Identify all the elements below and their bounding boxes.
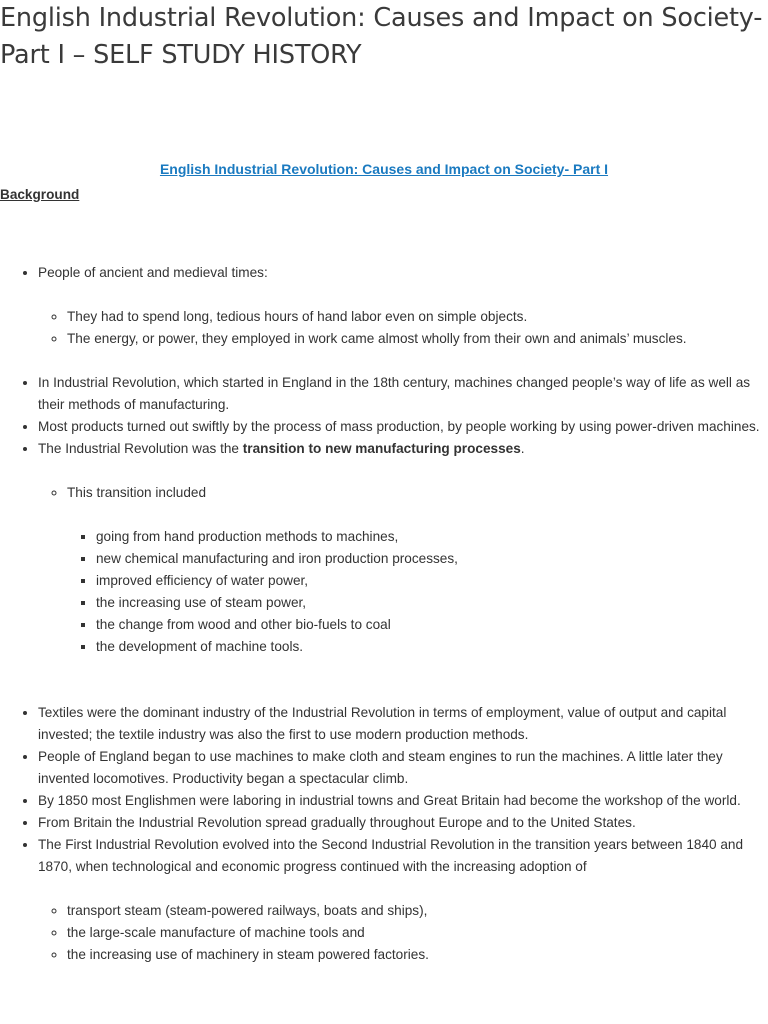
sub-list-item: ◦ the increasing use of machinery in steam powered factories. xyxy=(67,944,768,966)
list-item: • Textiles were the dominant industry of the Industrial Revolution in terms of employment, value of output and capital invested; the textile industry was also the first to use modern production methods. xyxy=(38,702,768,746)
background-heading: Background xyxy=(0,187,80,202)
list-item: • By 1850 most Englishmen were laboring in industrial towns and Great Britain had become the workshop of the world. xyxy=(38,790,768,812)
page-title: English Industrial Revolution: Causes and Impact on Society- Part I – SELF STUDY HISTORY xyxy=(0,3,763,70)
list-item: • In Industrial Revolution, which started in England in the 18th century, machines changed people’s way of life as well as their methods of manufacturing. xyxy=(38,372,768,416)
list-item: • Most products turned out swiftly by the process of mass production, by people working by using power-driven machines. xyxy=(38,416,768,438)
list-item xyxy=(38,834,768,966)
nested-sub-list xyxy=(67,526,768,658)
article-title xyxy=(0,156,768,182)
list-item-text-suffix: . xyxy=(520,441,525,456)
sub-list xyxy=(38,482,768,658)
nested-list-item: ▪ the increasing use of steam power, xyxy=(96,592,768,614)
background-list xyxy=(0,262,768,658)
nested-list-item: ▪ going from hand production methods to machines, xyxy=(96,526,768,548)
nested-list-item: ▪ the development of machine tools. xyxy=(96,636,768,658)
sub-list-item: ◦ They had to spend long, tedious hours of hand labor even on simple objects. xyxy=(67,306,768,328)
sub-list xyxy=(38,306,768,350)
nested-list-item: ▪ the change from wood and other bio-fuels to coal xyxy=(96,614,768,636)
sub-list-item xyxy=(67,482,768,658)
list-item xyxy=(38,262,768,350)
article-title-link[interactable]: English Industrial Revolution: Causes and Impact on Society- Part I xyxy=(159,161,609,177)
industry-list xyxy=(0,702,768,966)
article-content xyxy=(0,156,768,966)
list-item: • From Britain the Industrial Revolution spread gradually throughout Europe and to the United States. xyxy=(38,812,768,834)
sub-list-item: ◦ The energy, or power, they employed in work came almost wholly from their own and animals’ muscles. xyxy=(67,328,768,350)
nested-list-item: ▪ new chemical manufacturing and iron production processes, xyxy=(96,548,768,570)
nested-list-item: ▪ improved efficiency of water power, xyxy=(96,570,768,592)
sub-list-item: ◦ the large-scale manufacture of machine tools and xyxy=(67,922,768,944)
sub-list-item: ◦ transport steam (steam-powered railways, boats and ships), xyxy=(67,900,768,922)
bold-emphasis: transition to new manufacturing processes xyxy=(242,441,521,456)
list-item-text: People of ancient and medieval times: xyxy=(38,265,268,280)
list-item-text: The Industrial Revolution was the xyxy=(38,441,243,456)
list-item xyxy=(38,438,768,658)
sub-list-item-text: This transition included xyxy=(67,485,207,500)
list-item: • People of England began to use machines to make cloth and steam engines to run the machines. A little later they invented locomotives. Productivity began a spectacular climb. xyxy=(38,746,768,790)
sub-list xyxy=(38,900,768,966)
list-item-text: The First Industrial Revolution evolved into the Second Industrial Revolution in the transition years between 1840 and 1870, when technological and economic progress continued with the increasing adoption of xyxy=(38,837,744,874)
